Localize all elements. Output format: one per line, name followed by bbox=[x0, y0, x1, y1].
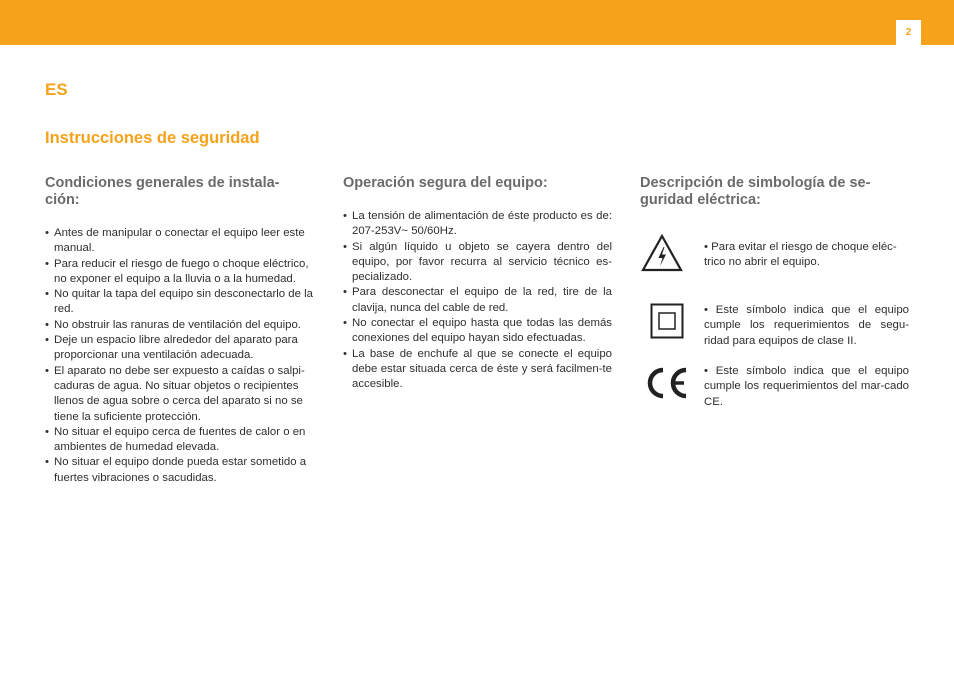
language-code: ES bbox=[45, 80, 68, 99]
list-item: • No situar el equipo donde pueda estar sometido a fuertes vibraciones o sacudidas. bbox=[45, 455, 314, 486]
header-bar bbox=[0, 0, 954, 45]
safe-operation-heading: Operación segura del equipo: bbox=[343, 175, 548, 191]
general-conditions-heading: Condiciones generales de instala- ción: bbox=[45, 175, 280, 208]
symbols-heading: Descripción de simbología de se- guridad eléctrica: bbox=[640, 175, 871, 208]
general-conditions-section bbox=[45, 175, 314, 486]
list-item: • Deje un espacio libre alrededor del aparato para proporcionar una ventilación adecuada. bbox=[45, 333, 314, 364]
symbol-ce-text: • Este símbolo indica que el equipo cumple los requerimientos del mar-cado CE. bbox=[704, 365, 909, 408]
page-number: 2 bbox=[896, 20, 921, 45]
list-item: • Para desconectar el equipo de la red, tire de la clavija, nunca del cable de red. bbox=[343, 285, 612, 316]
list-item: • No quitar la tapa del equipo sin desconectarlo de la red. bbox=[45, 287, 314, 318]
ce-mark-icon bbox=[644, 366, 692, 405]
safe-operation-section bbox=[343, 175, 612, 393]
symbols-section bbox=[640, 175, 909, 408]
general-conditions-list bbox=[45, 226, 314, 486]
list-item: • Para reducir el riesgo de fuego o choque eléctrico, no exponer el equipo a la lluvia o a la humedad. bbox=[45, 257, 314, 288]
symbol-class2-text: • Este símbolo indica que el equipo cumple los requerimientos de segu-ridad para equipos de clase II. bbox=[704, 304, 909, 347]
list-item: • El aparato no debe ser expuesto a caídas o salpi-caduras de agua. No situar objetos o recipientes llenos de agua sobre o cerca del aparato si no se tiene la suficiente protección. bbox=[45, 364, 314, 425]
list-item: • La base de enchufe al que se conecte el equipo debe estar situada cerca de éste y será facilmen-te accesible. bbox=[343, 347, 612, 393]
list-item: • No obstruir las ranuras de ventilación del equipo. bbox=[45, 318, 314, 333]
symbol-shock-text: • Para evitar el riesgo de choque eléc- trico no abrir el equipo. bbox=[704, 241, 897, 269]
electric-shock-warning-icon bbox=[640, 233, 688, 278]
class-ii-double-insulation-icon bbox=[650, 303, 698, 344]
list-item: • Antes de manipular o conectar el equipo leer este manual. bbox=[45, 226, 314, 257]
list-item: • Si algún líquido u objeto se cayera dentro del equipo, por favor recurra al servicio técnico es-pecializado. bbox=[343, 240, 612, 286]
page-title: Instrucciones de seguridad bbox=[45, 129, 260, 147]
list-item: • No situar el equipo cerca de fuentes de calor o en ambientes de humedad elevada. bbox=[45, 425, 314, 456]
safe-operation-list bbox=[343, 209, 612, 393]
list-item: • La tensión de alimentación de éste producto es de: 207-253V~ 50/60Hz. bbox=[343, 209, 612, 240]
list-item: • No conectar el equipo hasta que todas las demás conexiones del equipo hayan sido efectuadas. bbox=[343, 316, 612, 347]
